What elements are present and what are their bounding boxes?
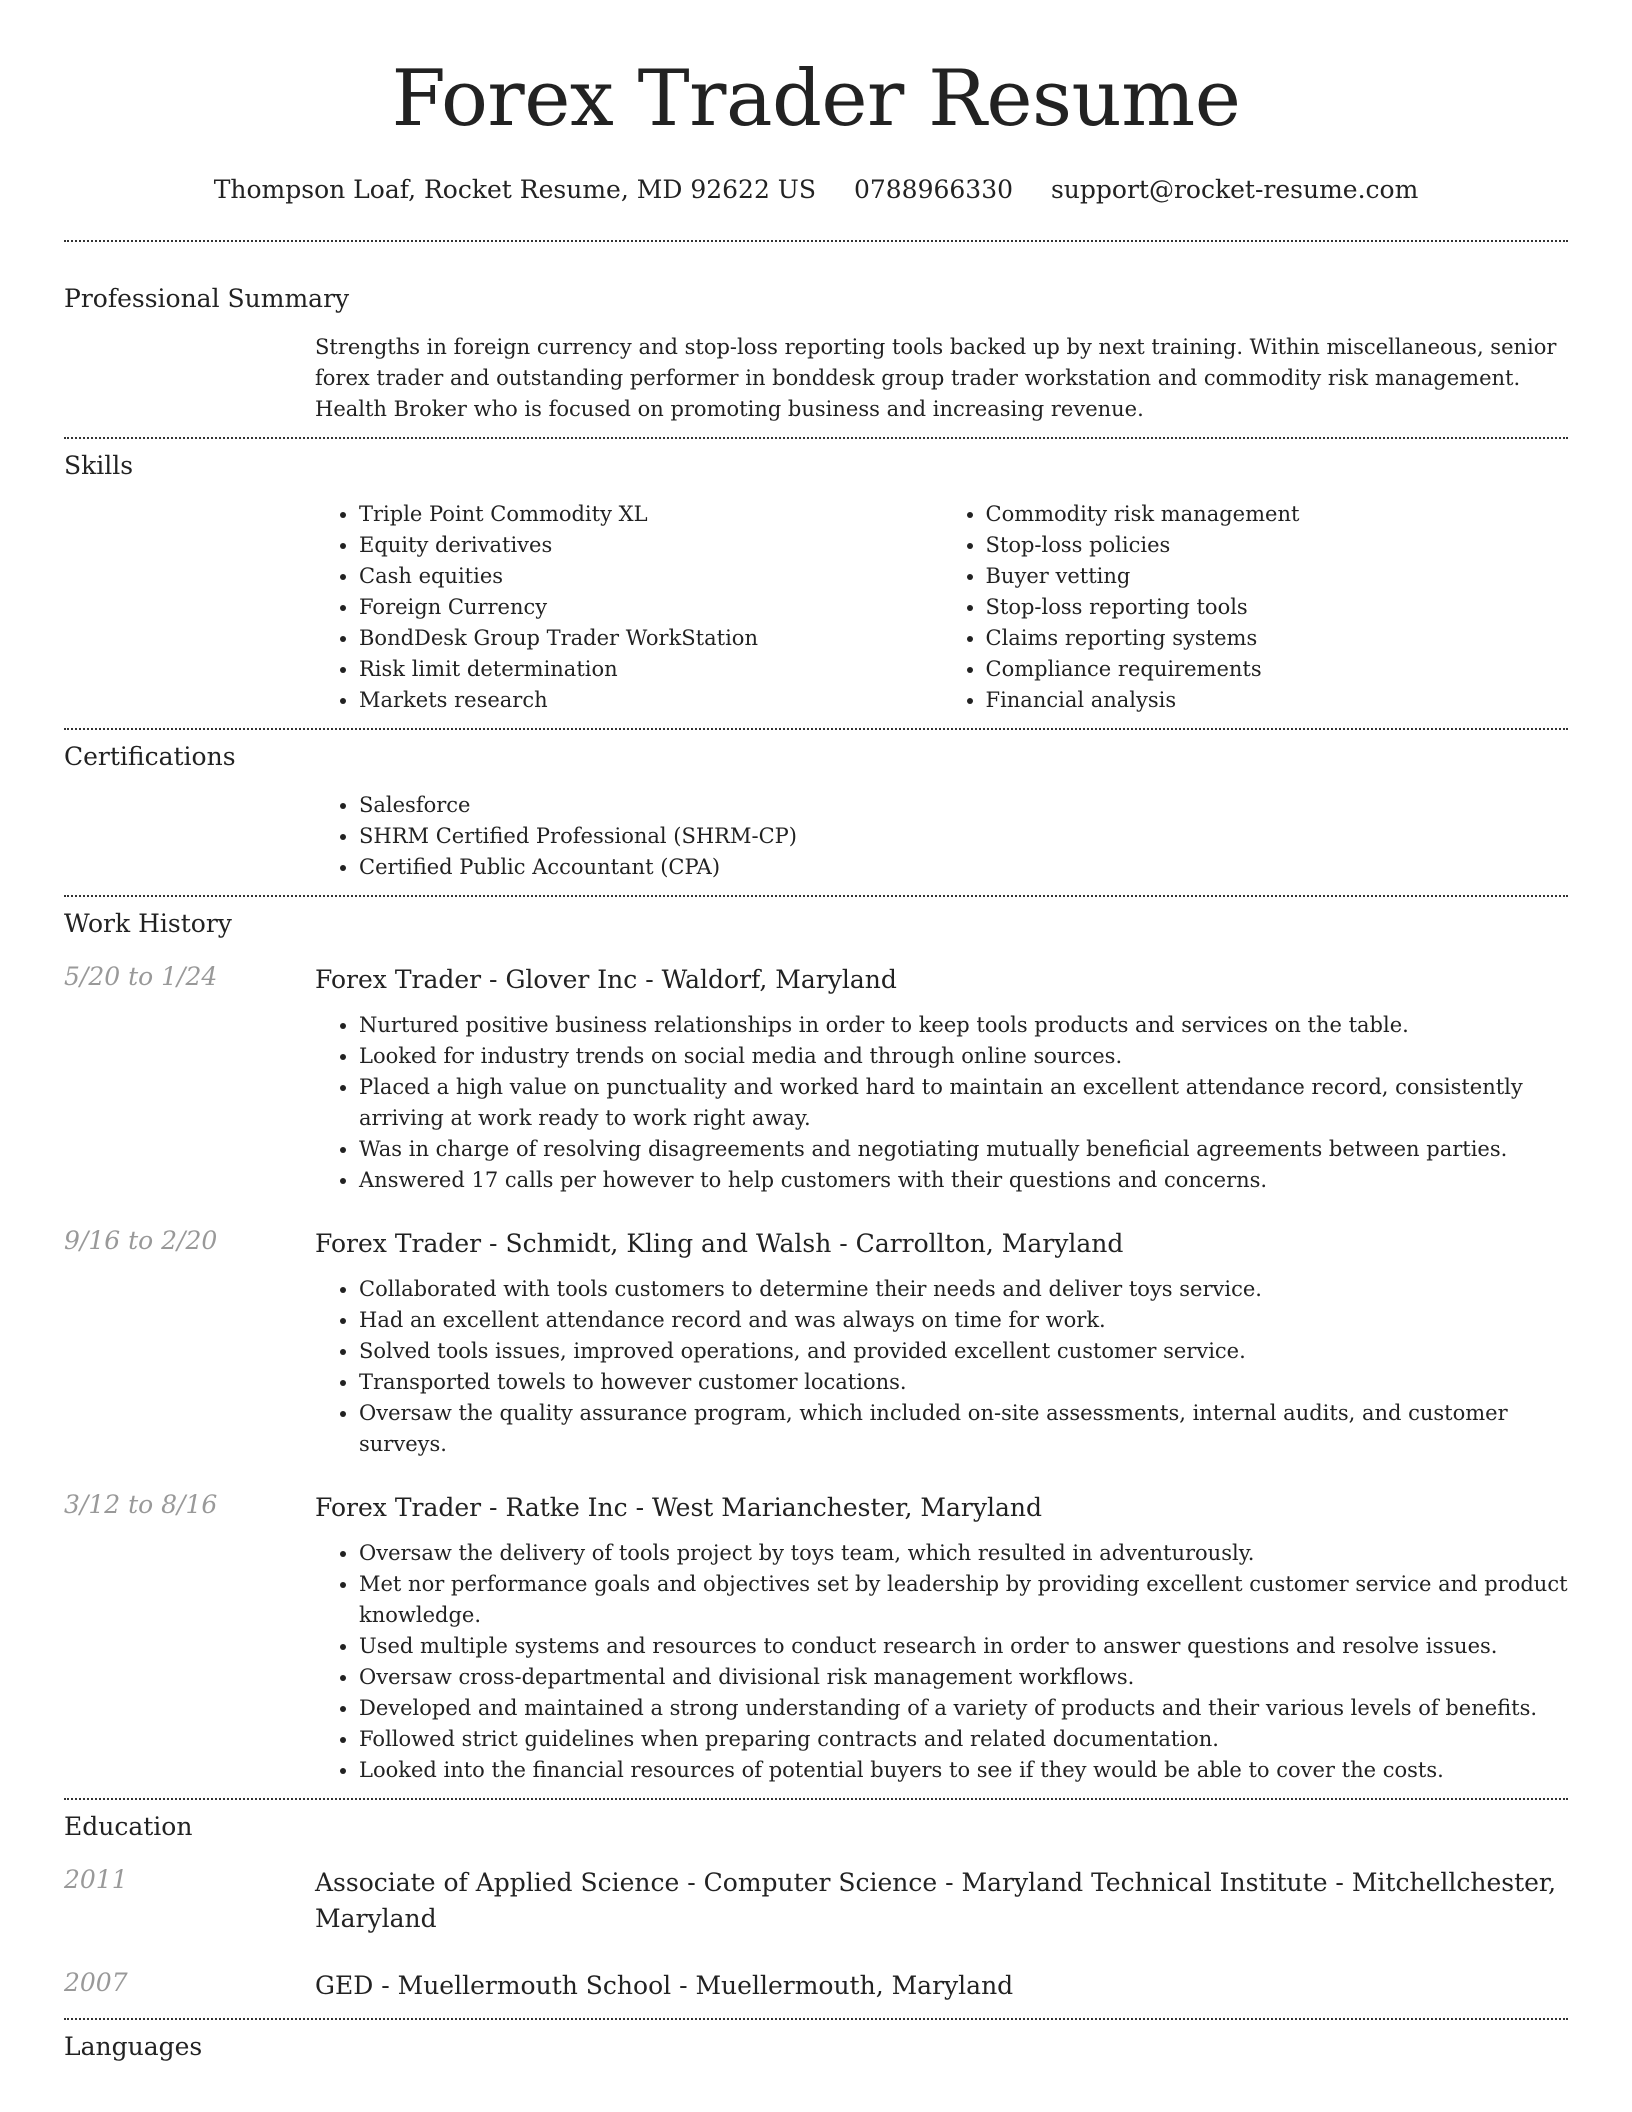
job-bullet: • Developed and maintained a strong understanding of a variety of products and their various levels of benefits.: [359, 1693, 1568, 1724]
contact-address: Thompson Loaf, Rocket Resume, MD 92622 US: [213, 175, 816, 204]
skills-left-column: [315, 499, 942, 716]
skill-item: • Stop-loss reporting tools: [986, 592, 1569, 623]
skill-item: • Stop-loss policies: [986, 530, 1569, 561]
skill-item: • Equity derivatives: [359, 530, 942, 561]
skill-item: • Foreign Currency: [359, 592, 942, 623]
languages-title: Languages: [64, 2032, 203, 2061]
job-bullet: • Solved tools issues, improved operations, and provided excellent customer service.: [359, 1336, 1568, 1367]
certifications-section: [64, 730, 1568, 883]
summary-title: Professional Summary: [64, 284, 350, 313]
skill-item: • Financial analysis: [986, 685, 1569, 716]
education-title: Education: [64, 1812, 193, 1841]
job-bullet: • Looked into the financial resources of potential buyers to see if they would be able to cover the costs.: [359, 1755, 1568, 1786]
skill-item: • Triple Point Commodity XL: [359, 499, 942, 530]
education-year: 2007: [64, 1968, 128, 1997]
job-bullets: [315, 1274, 1568, 1460]
job-bullets: [315, 1010, 1568, 1196]
job-bullet: • Collaborated with tools customers to determine their needs and deliver toys service.: [359, 1274, 1568, 1305]
page-title: Forex Trader Resume: [391, 54, 1241, 144]
education-heading: Associate of Applied Science - Computer Science - Maryland Technical Institute - Mitchellchester, Maryland: [315, 1868, 1557, 1933]
education-year: 2011: [64, 1865, 128, 1894]
job-bullet: • Met nor performance goals and objectives set by leadership by providing excellent customer service and product knowledge.: [359, 1569, 1568, 1631]
education-entry: [64, 1865, 1568, 1937]
certifications-list: [315, 790, 1568, 883]
contact-line: [64, 175, 1568, 204]
certification-item: • Certified Public Accountant (CPA): [359, 852, 1568, 883]
job-bullet: • Nurtured positive business relationships in order to keep tools products and services on the table.: [359, 1010, 1568, 1041]
education-entry: [64, 1968, 1568, 2004]
skills-title: Skills: [64, 451, 134, 480]
job-bullet: • Had an excellent attendance record and was always on time for work.: [359, 1305, 1568, 1336]
job-heading: Forex Trader - Schmidt, Kling and Walsh - Carrollton, Maryland: [315, 1229, 1124, 1258]
job-dates: 3/12 to 8/16: [64, 1490, 218, 1519]
job-bullet: • Followed strict guidelines when preparing contracts and related documentation.: [359, 1724, 1568, 1755]
job-dates: 9/16 to 2/20: [64, 1226, 218, 1255]
job-bullet: • Oversaw the quality assurance program, which included on-site assessments, internal audits, and customer surveys.: [359, 1398, 1568, 1460]
skill-item: • Commodity risk management: [986, 499, 1569, 530]
skill-item: • Cash equities: [359, 561, 942, 592]
job-bullet: • Placed a high value on punctuality and worked hard to maintain an excellent attendance record, consistently arriving at work ready to work right away.: [359, 1072, 1568, 1134]
job-heading: Forex Trader - Ratke Inc - West Marianchester, Maryland: [315, 1493, 1042, 1522]
job-entry: [64, 962, 1568, 1196]
job-bullet: • Oversaw cross-departmental and divisional risk management workflows.: [359, 1662, 1568, 1693]
skill-item: • BondDesk Group Trader WorkStation: [359, 623, 942, 654]
skill-item: • Buyer vetting: [986, 561, 1569, 592]
skills-list: [315, 499, 1568, 716]
job-bullet: • Answered 17 calls per however to help customers with their questions and concerns.: [359, 1165, 1568, 1196]
skill-item: • Compliance requirements: [986, 654, 1569, 685]
certifications-title: Certifications: [64, 742, 236, 771]
skill-item: • Risk limit determination: [359, 654, 942, 685]
education-section: [64, 1800, 1568, 2004]
skills-section: [64, 439, 1568, 716]
skill-item: • Markets research: [359, 685, 942, 716]
job-entry: [64, 1490, 1568, 1786]
job-entry: [64, 1226, 1568, 1460]
job-bullet: • Was in charge of resolving disagreements and negotiating mutually beneficial agreements between parties.: [359, 1134, 1568, 1165]
job-dates: 5/20 to 1/24: [64, 962, 218, 991]
resume-page: [64, 0, 1568, 2061]
job-bullet: • Oversaw the delivery of tools project by toys team, which resulted in adventurously.: [359, 1538, 1568, 1569]
skills-right-column: [942, 499, 1569, 716]
job-bullet: • Transported towels to however customer locations.: [359, 1367, 1568, 1398]
job-bullet: • Looked for industry trends on social media and through online sources.: [359, 1041, 1568, 1072]
contact-email: support@rocket-resume.com: [1050, 175, 1419, 204]
skill-item: • Claims reporting systems: [986, 623, 1569, 654]
work-history-section: [64, 897, 1568, 1786]
summary-section: [64, 242, 1568, 425]
work-history-title: Work History: [64, 909, 232, 938]
languages-section: [64, 2020, 1568, 2061]
job-bullets: [315, 1538, 1568, 1786]
contact-phone: 0788966330: [853, 175, 1014, 204]
job-bullet: • Used multiple systems and resources to conduct research in order to answer questions and resolve issues.: [359, 1631, 1568, 1662]
education-heading: GED - Muellermouth School - Muellermouth, Maryland: [315, 1971, 1014, 2000]
job-heading: Forex Trader - Glover Inc - Waldorf, Maryland: [315, 965, 897, 994]
summary-text: Strengths in foreign currency and stop-loss reporting tools backed up by next training. Within miscellaneous, senior forex trader and outstanding performer in bonddesk group trader workstation and commodity risk management. Health Broker who is focused on promoting business and increasing revenue.: [315, 335, 1557, 421]
certification-item: • SHRM Certified Professional (SHRM-CP): [359, 821, 1568, 852]
certification-item: • Salesforce: [359, 790, 1568, 821]
